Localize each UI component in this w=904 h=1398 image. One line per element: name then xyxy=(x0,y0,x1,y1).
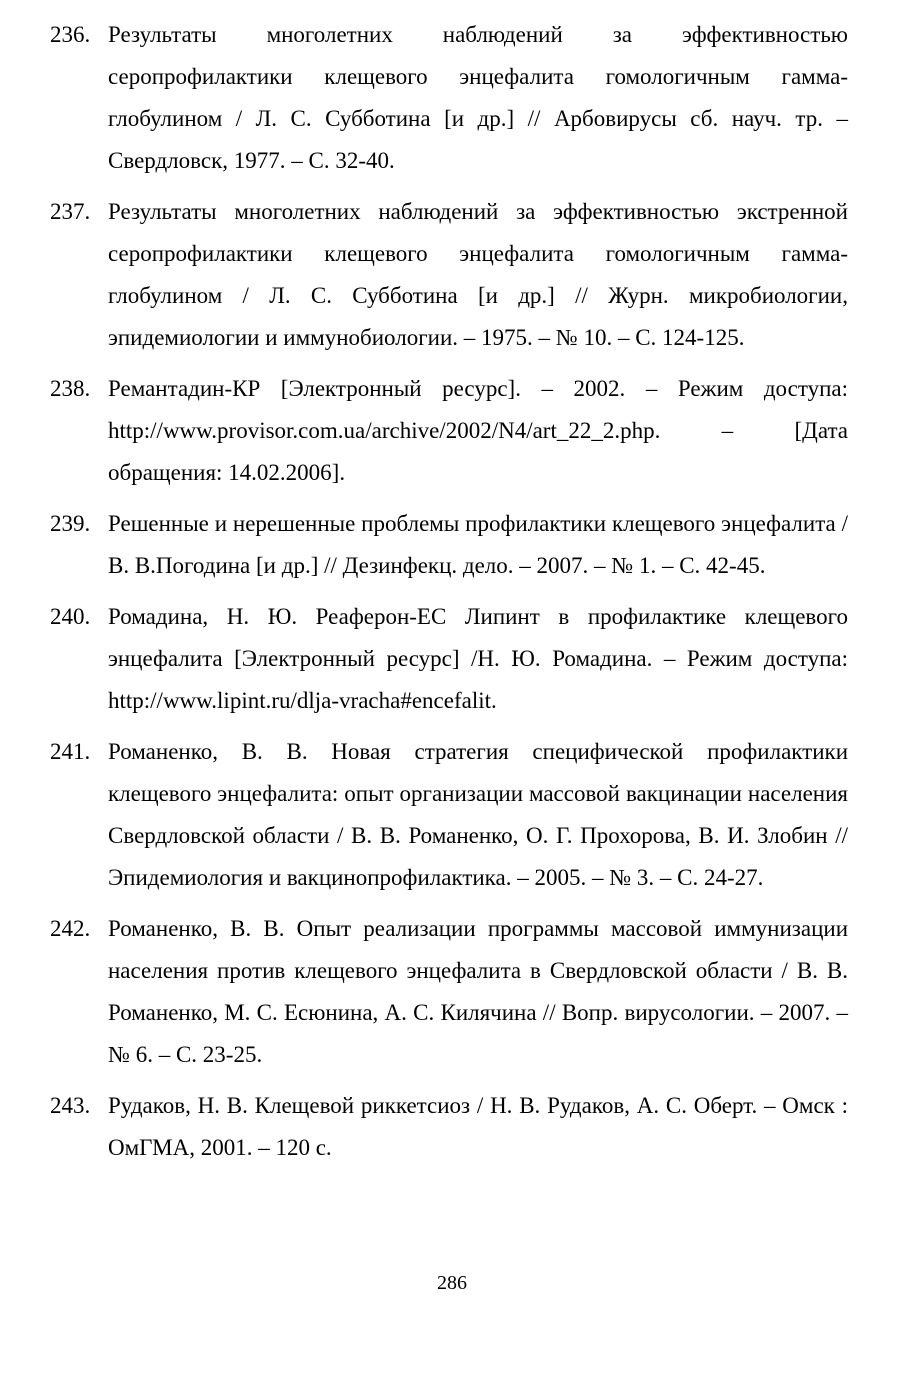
reference-item xyxy=(50,731,848,899)
reference-text: Романенко, В. В. Новая стратегия специфической профилактики клещевого энцефалита: опыт организации массовой вакцинации населения Свердловской области / В. В. Романенко, О. Г. Прохорова, В. И. Злобин // Эпидемиология и вакцинопрофилактика. – 2005. – № 3. – С. 24-27. xyxy=(108,739,848,890)
reference-number: 243. xyxy=(50,1093,91,1118)
reference-text: Ремантадин-КР [Электронный ресурс]. – 2002. – Режим доступа: http://www.provisor.com.ua/archive/2002/N4/art_22_2.php. – [Дата обращения: 14.02.2006]. xyxy=(108,376,848,485)
reference-text: Результаты многолетних наблюдений за эффективностью экстренной серопрофилактики клещевого энцефалита гомологичным гамма-глобулином / Л. С. Субботина [и др.] // Журн. микробиологии, эпидемиологии и иммунобиологии. – 1975. – № 10. – С. 124-125. xyxy=(108,199,848,350)
reference-number: 242. xyxy=(50,916,91,941)
reference-number: 239. xyxy=(50,511,91,536)
reference-number: 241. xyxy=(50,739,91,764)
reference-item xyxy=(50,14,848,182)
reference-text: Результаты многолетних наблюдений за эффективностью серопрофилактики клещевого энцефалита гомологичным гамма-глобулином / Л. С. Субботина [и др.] // Арбовирусы сб. науч. тр. – Свердловск, 1977. – С. 32-40. xyxy=(108,22,848,173)
reference-text: Романенко, В. В. Опыт реализации программы массовой иммунизации населения против клещевого энцефалита в Свердловской области / В. В. Романенко, М. С. Есюнина, А. С. Килячина // Вопр. вирусологии. – 2007. – № 6. – С. 23-25. xyxy=(108,916,848,1067)
reference-text: Ромадина, Н. Ю. Реаферон-ЕС Липинт в профилактике клещевого энцефалита [Электронный ресурс] /Н. Ю. Ромадина. – Режим доступа: http://www.lipint.ru/dlja-vracha#encefalit. xyxy=(108,604,848,713)
reference-number: 237. xyxy=(50,199,91,224)
reference-item xyxy=(50,908,848,1076)
reference-text: Решенные и нерешенные проблемы профилактики клещевого энцефалита / В. В.Погодина [и др.] // Дезинфекц. дело. – 2007. – № 1. – С. 42-45. xyxy=(108,511,848,578)
reference-item xyxy=(50,191,848,359)
reference-list xyxy=(50,14,848,1178)
reference-item xyxy=(50,1085,848,1169)
reference-number: 236. xyxy=(50,22,91,47)
page-number: 286 xyxy=(437,1272,467,1294)
reference-item xyxy=(50,503,848,587)
reference-text: Рудаков, Н. В. Клещевой риккетсиоз / Н. В. Рудаков, А. С. Оберт. – Омск : ОмГМА, 2001. – 120 с. xyxy=(108,1093,848,1160)
reference-number: 238. xyxy=(50,376,91,401)
reference-number: 240. xyxy=(50,604,91,629)
reference-item xyxy=(50,368,848,494)
reference-item xyxy=(50,596,848,722)
